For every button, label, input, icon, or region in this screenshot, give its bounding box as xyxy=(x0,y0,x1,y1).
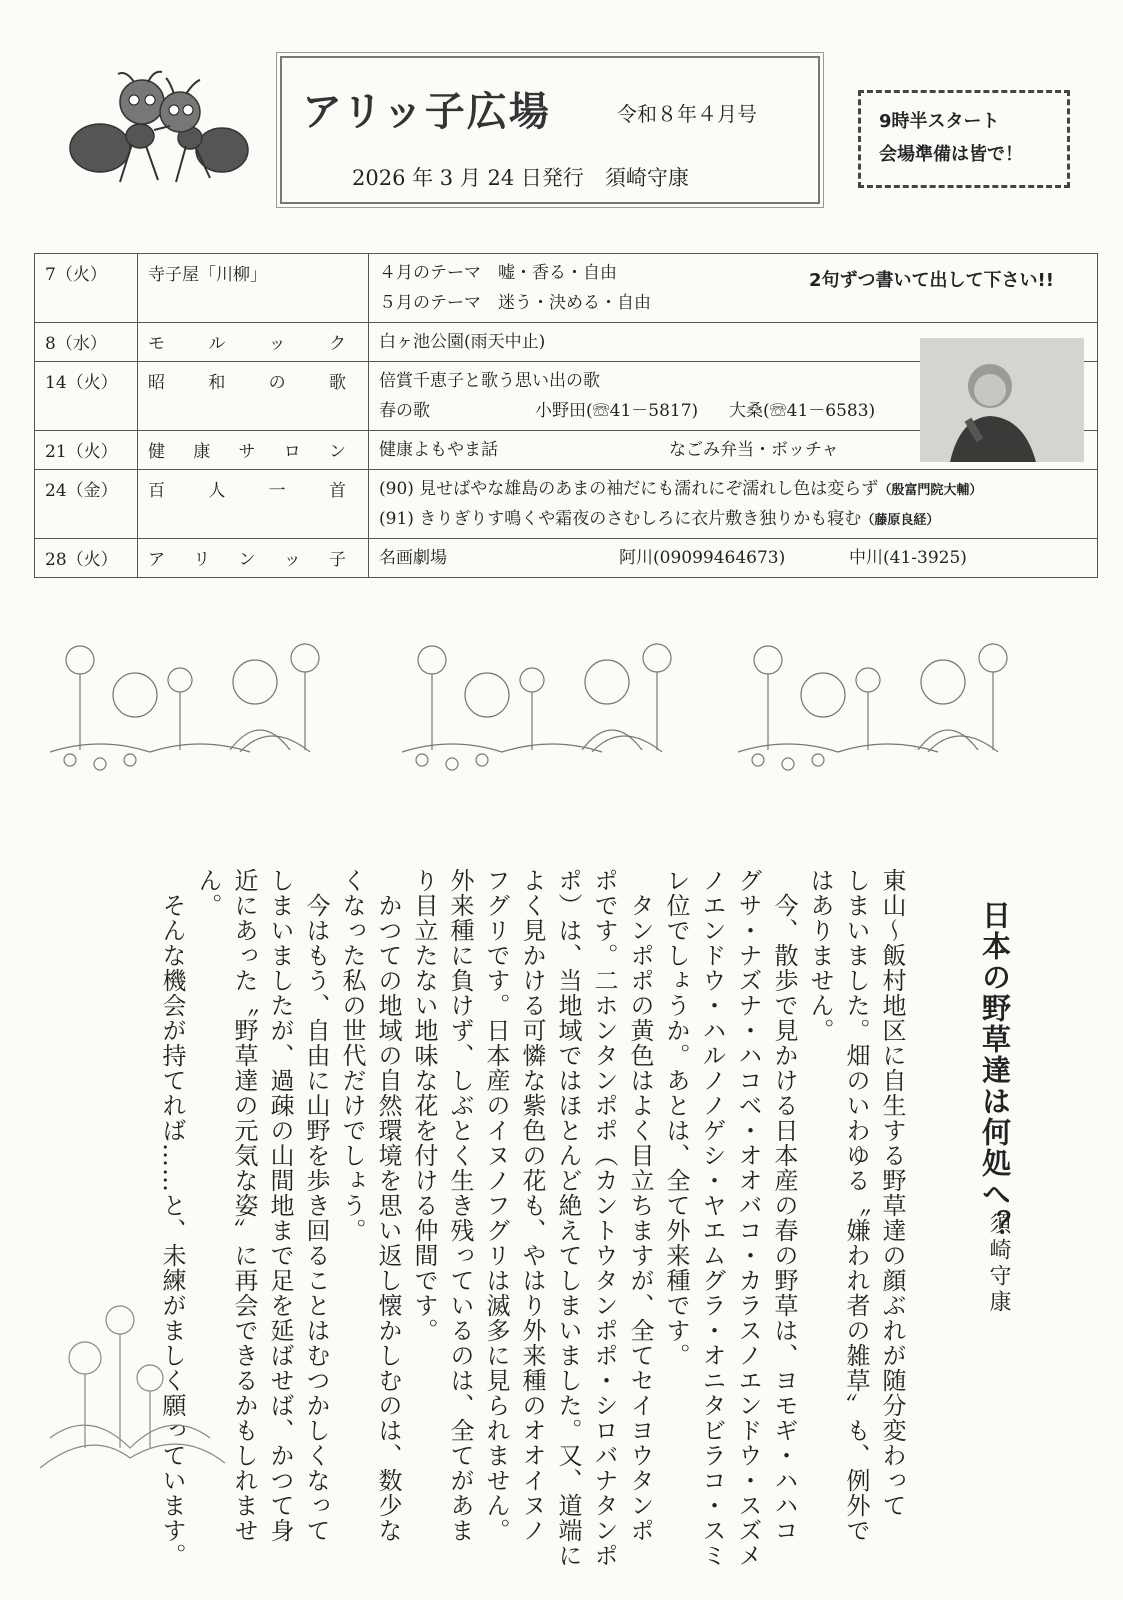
title-spread xyxy=(148,368,346,393)
notice-line: 会場準備は皆で！ xyxy=(879,144,1023,165)
detail-line: 白ヶ池公園(雨天中止) xyxy=(379,332,546,352)
event-title xyxy=(138,539,369,578)
event-detail xyxy=(369,470,1098,539)
title-char: 健 xyxy=(148,442,165,462)
handwritten-note: 2句ずつ書いて出して下さい!! xyxy=(809,270,1054,291)
article-column: 近にあった〝野草達の元気な姿〟に再会できるかもしれませ xyxy=(230,868,258,1543)
article-column: ノエンドウ・ハルノノゲシ・ヤエムグラ・オニタビラコ・スミ xyxy=(698,868,726,1568)
event-title xyxy=(138,362,369,431)
title-char: ロ xyxy=(283,442,301,462)
title-spread xyxy=(148,545,346,570)
detail-right: なごみ弁当・ボッチャ xyxy=(669,440,839,460)
contact-okuwa: 大桑(☏41－6583) xyxy=(729,401,876,421)
title-char: 一 xyxy=(268,481,286,501)
article-column: はありません。 xyxy=(806,868,834,1043)
title-char: 子 xyxy=(329,550,346,570)
article-column: 今、散歩で見かける日本産の春の野草は、ヨモギ・ハハコ xyxy=(770,868,798,1543)
poem-line xyxy=(379,504,1087,534)
publish-date: 2026 年 3 月 24 日発行 須崎守康 xyxy=(352,166,689,190)
dandelion-sketch-icon xyxy=(30,1298,230,1488)
detail-line: ４月のテーマ 嘘・香る・自由 xyxy=(379,263,617,283)
song-label: 春の歌 xyxy=(379,401,430,421)
title-char: リ xyxy=(193,550,211,570)
poem-line xyxy=(379,474,1087,504)
article-column: くなった私の世代だけでしょう。 xyxy=(338,868,366,1243)
poem-text: (91) きりぎりす鳴くや霜夜のさむしろに衣片敷き独りかも寝む xyxy=(379,509,862,529)
article-column: グサ・ナズナ・ハコベ・オオバコ・カラスノエンドウ・スズメ xyxy=(734,868,762,1568)
dandelion-illustration-icon xyxy=(40,640,370,780)
event-title xyxy=(138,470,369,539)
table-row xyxy=(35,539,1098,578)
article-column: かつての地域の自然環境を思い返し懐かしむのは、数少な xyxy=(374,868,402,1543)
article-column: ポ）は、当地域ではほとんど絶えてしまいました。又、道端に xyxy=(554,868,582,1568)
event-title xyxy=(138,323,369,362)
article-column: フグリです。日本産のイヌノフグリは滅多に見られません。 xyxy=(482,868,510,1543)
article-column: 今はもう、自由に山野を歩き回ることはむつかしくなって xyxy=(302,868,330,1543)
dandelion-illustration-icon xyxy=(728,640,1058,780)
title-char: 和 xyxy=(208,373,226,393)
title-spread xyxy=(148,437,346,462)
event-title: 寺子屋「川柳」 xyxy=(138,254,369,323)
detail-text: 健康よもやま話 xyxy=(379,440,498,460)
detail-text: 名画劇場 xyxy=(379,548,447,568)
event-date: 21（火） xyxy=(35,431,138,470)
title-char: ン xyxy=(329,442,346,462)
event-date: 8（水） xyxy=(35,323,138,362)
portrait-image-icon xyxy=(920,338,1084,462)
title-char: 百 xyxy=(148,481,165,501)
title-char: ル xyxy=(208,334,226,354)
title-char: ッ xyxy=(268,334,286,354)
poem-author: （藤原良経） xyxy=(861,513,940,528)
article-column: 外来種に負けず、しぶとく生き残っているのは、全てがあま xyxy=(446,868,474,1543)
title-char: 昭 xyxy=(148,373,165,393)
event-detail xyxy=(369,539,1098,578)
event-date: 28（火） xyxy=(35,539,138,578)
article-column: 東山～飯村地区に自生する野草達の顔ぶれが随分変わって xyxy=(878,868,906,1518)
ant-mascot-icon xyxy=(62,70,252,190)
contact-onoda: 小野田(☏41－5817) xyxy=(535,401,699,421)
detail-line: ５月のテーマ 迷う・決める・自由 xyxy=(379,293,651,313)
poem-author: （殷富門院大輔） xyxy=(878,483,983,498)
event-date: 14（火） xyxy=(35,362,138,431)
title-char: ッ xyxy=(283,550,301,570)
title-char: 康 xyxy=(193,442,211,462)
title-spread xyxy=(148,476,346,501)
event-detail xyxy=(369,254,1098,323)
dandelion-illustration-icon xyxy=(392,640,722,780)
poem-text: (90) 見せばやな雄島のあまの袖だにも濡れにぞ濡れし色は変らず xyxy=(379,479,879,499)
article-column: よく見かける可憐な紫色の花も、やはり外来種のオオイヌノ xyxy=(518,868,546,1543)
article-column: ん。 xyxy=(194,868,222,918)
article-column: タンポポの黄色はよく目立ちますが、全てセイヨウタンポ xyxy=(626,868,654,1543)
start-time-notice xyxy=(858,90,1070,188)
article-column: レ位でしょうか。あとは、全て外来種です。 xyxy=(662,868,690,1368)
title-char: ク xyxy=(328,334,346,354)
newsletter-title: アリッ子広場 xyxy=(302,89,551,135)
table-row xyxy=(35,470,1098,539)
article-column: り目立たない地味な花を付ける仲間です。 xyxy=(410,868,438,1343)
title-char: の xyxy=(268,373,286,393)
article-column: そんな機会が持てれば……と、未練がましく願っています。 xyxy=(158,868,186,1568)
title-spread xyxy=(148,329,346,354)
article-title: 日本の野草達は何処へ？ xyxy=(978,900,1012,1241)
title-char: ン xyxy=(238,550,256,570)
detail-line xyxy=(379,543,1087,573)
title-char: モ xyxy=(148,334,165,354)
issue-label: 令和８年４月号 xyxy=(617,102,757,126)
notice-line: 9時半スタート xyxy=(879,111,1000,132)
event-title xyxy=(138,431,369,470)
event-date: 7（火） xyxy=(35,254,138,323)
article-author: 須崎守康 xyxy=(986,1212,1011,1316)
table-row xyxy=(35,254,1098,323)
event-date: 24（金） xyxy=(35,470,138,539)
title-char: サ xyxy=(238,442,256,462)
title-char: ア xyxy=(148,550,165,570)
masthead xyxy=(280,56,820,204)
title-char: 人 xyxy=(208,481,226,501)
article-column: ポです。二ホンタンポポ（カントウタンポポ・シロバナタンポ xyxy=(590,868,618,1568)
detail-line: 倍賞千恵子と歌う思い出の歌 xyxy=(379,371,600,391)
article-column: しまいましたが、過疎の山間地まで足を延ばせば、かつて身 xyxy=(266,868,294,1543)
article-column: しまいました。畑のいわゆる〝嫌われ者の雑草〟も、例外で xyxy=(842,868,870,1543)
contact-agawa: 阿川(09099464673) xyxy=(619,548,786,568)
title-char: 歌 xyxy=(328,373,346,393)
title-char: 首 xyxy=(328,481,346,501)
singer-photo xyxy=(920,338,1084,462)
contact-nakagawa: 中川(41-3925) xyxy=(849,548,967,568)
